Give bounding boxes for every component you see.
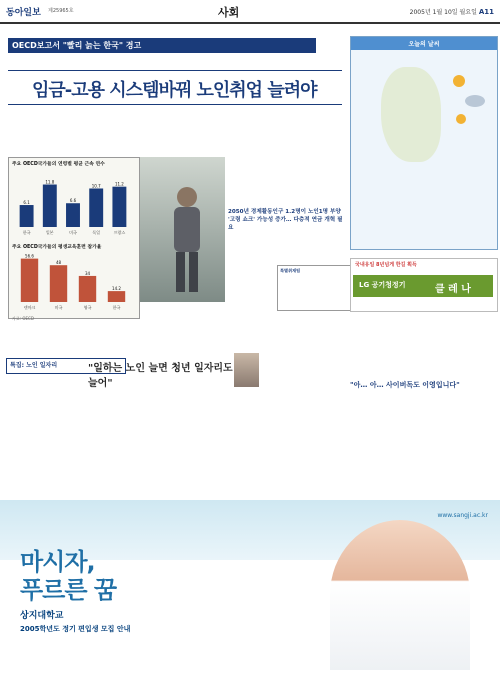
chart-tick-label: 독일 <box>92 230 101 235</box>
chart-bar <box>108 291 125 302</box>
chart-data-label: 34 <box>84 270 91 276</box>
reporters-box <box>277 265 353 311</box>
right-column-headline: "아… 아… 사이버독도 이영입니다" <box>350 381 460 389</box>
lg-ad-brand: 클 레 나 <box>435 284 471 295</box>
tenure-chart <box>9 169 137 237</box>
weather-icons <box>449 71 489 131</box>
sun-icon <box>453 75 465 87</box>
chart-bar <box>112 187 126 227</box>
elderly-worker-photo <box>140 157 225 302</box>
chart-data-label: 6.6 <box>69 198 77 204</box>
date-text: 2005년 1월 10일 월요일 <box>409 9 477 16</box>
chart-data-label: 11.8 <box>45 179 55 185</box>
chart-data-label: 48 <box>55 260 62 266</box>
chart-title-1: 주요 OECD국가들의 연령별 평균 근속 연수 <box>12 162 105 167</box>
chart-panel <box>8 157 140 319</box>
chart-tick-label: 한국 <box>112 305 121 310</box>
chart-tick-label: 영국 <box>83 305 92 310</box>
elderly-figure-icon <box>140 157 225 302</box>
chart-tick-label: 프랑스 <box>113 230 126 235</box>
masthead <box>0 0 500 24</box>
sun-icon-2 <box>456 114 466 124</box>
chart-data-label: 56.6 <box>25 253 34 259</box>
chart-data-label: 14.2 <box>112 286 121 292</box>
chart-tick-label: 일본 <box>45 230 54 235</box>
weather-sidebar <box>350 36 498 250</box>
story-headline: 임금-고용 시스템바꿔 노인취업 늘려야 <box>32 80 317 101</box>
chart-title-2: 주요 OECD국가들의 평생교육훈련 참가율 <box>12 245 102 250</box>
chart-data-label: 10.7 <box>91 183 101 189</box>
university-ad-model-photo <box>330 520 470 670</box>
training-chart <box>9 252 137 312</box>
reporters-header: 특별취재팀 <box>280 268 301 273</box>
interviewee-portrait <box>234 353 259 387</box>
chart-bar <box>50 265 67 302</box>
chart-tick-label: 한국 <box>22 230 31 235</box>
newspaper-logo: 동아일보 <box>6 8 41 18</box>
chart-bar <box>89 188 103 227</box>
korea-map-icon <box>381 67 441 162</box>
bottom-section-label: 특집: 노인 일자리 <box>6 358 126 374</box>
university-ad-title: 마시자, 푸르른 꿈 <box>20 548 117 604</box>
issue-date <box>410 7 494 16</box>
lg-ad[interactable] <box>350 258 498 312</box>
chart-bar <box>20 205 34 227</box>
university-ad-subtitle: 2005학년도 정기 편입생 모집 안내 <box>20 625 131 633</box>
interview-headline: "일하는 노인 늘면 청년 일자리도 늘어" <box>88 363 233 389</box>
story-subhead: 2050년 경제활동인구 1.2명이 노인1명 부양 '고령 쇼크' 가능성 증가… 다층적 연금 개혁 필요 <box>228 209 343 231</box>
chart-data-label: 6.1 <box>23 200 30 206</box>
chart-source: 자료: OECD <box>12 316 34 321</box>
lg-ad-band <box>353 275 493 297</box>
section-title: 사회 <box>218 6 240 19</box>
lg-ad-tagline: 국내유일 8년넘게 한길 획득 <box>355 262 417 268</box>
weather-header: 오늘의 날씨 <box>351 37 497 50</box>
chart-tick-label: 미국 <box>69 230 77 235</box>
chart-bar <box>43 185 57 227</box>
lg-ad-product: LG 공기청정기 <box>359 281 406 289</box>
cloud-icon <box>465 95 485 107</box>
chart-tick-label: 미국 <box>54 305 63 310</box>
chart-tick-label: 덴마크 <box>23 305 36 310</box>
story-kicker: OECD보고서 "빨리 늙는 한국" 경고 <box>8 38 316 53</box>
university-ad-url[interactable]: www.sangji.ac.kr <box>437 512 488 519</box>
university-logo: 상지대학교 <box>20 611 64 621</box>
headline-rule-bottom <box>8 104 342 105</box>
chart-bar <box>66 203 80 227</box>
issue-number: 제25965호 <box>48 8 74 14</box>
page-number: A11 <box>478 8 494 16</box>
headline-rule-top <box>8 70 342 71</box>
chart-bar <box>79 276 96 302</box>
chart-bar <box>21 259 38 302</box>
chart-data-label: 11.2 <box>114 181 124 187</box>
